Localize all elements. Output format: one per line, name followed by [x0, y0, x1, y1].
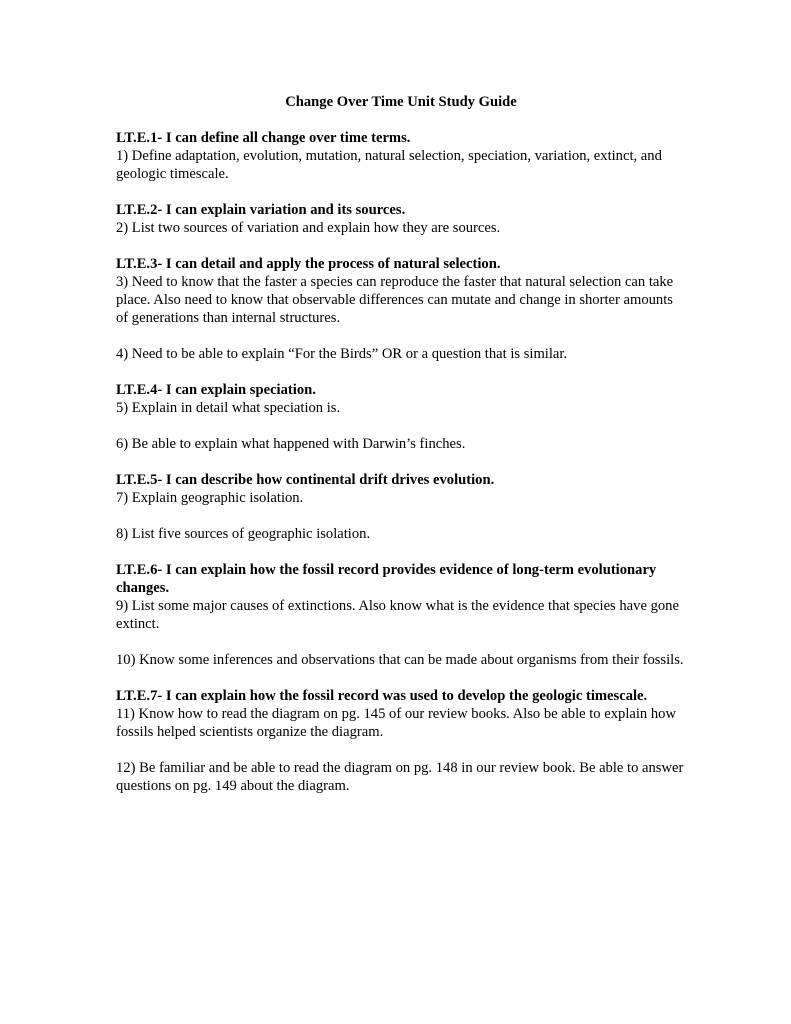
section-lt-e4: [116, 381, 686, 453]
learning-target-heading: LT.E.7- I can explain how the fossil record was used to develop the geologic timescale.: [116, 688, 648, 704]
section-lt-e3: [116, 255, 686, 363]
study-question: 10) Know some inferences and observations that can be made about organisms from their fossils.: [116, 652, 684, 668]
study-question: 9) List some major causes of extinctions. Also know what is the evidence that species have gone extinct.: [116, 598, 679, 632]
study-question: 2) List two sources of variation and explain how they are sources.: [116, 220, 501, 236]
study-question: 8) List five sources of geographic isolation.: [116, 526, 371, 542]
study-question: 6) Be able to explain what happened with Darwin’s finches.: [116, 436, 466, 452]
study-question: 12) Be familiar and be able to read the diagram on pg. 148 in our review book. Be able to answer questions on pg. 149 about the diagram.: [116, 760, 684, 794]
learning-target-heading: LT.E.6- I can explain how the fossil record provides evidence of long-term evolutionary changes.: [116, 562, 657, 596]
section-lt-e7: [116, 687, 686, 795]
learning-target-heading: LT.E.5- I can describe how continental drift drives evolution.: [116, 472, 495, 488]
document-page: [116, 93, 686, 813]
study-question: 11) Know how to read the diagram on pg. 145 of our review books. Also be able to explain how fossils helped scientists organize the diagram.: [116, 706, 676, 740]
section-lt-e2: [116, 201, 686, 237]
study-question: 7) Explain geographic isolation.: [116, 490, 304, 506]
learning-target-heading: LT.E.3- I can detail and apply the process of natural selection.: [116, 256, 501, 272]
study-question: 1) Define adaptation, evolution, mutation, natural selection, speciation, variation, extinct, and geologic timescale.: [116, 148, 662, 182]
document-title: Change Over Time Unit Study Guide: [285, 94, 517, 110]
section-lt-e1: [116, 129, 686, 183]
section-lt-e6: [116, 561, 686, 669]
study-question: 5) Explain in detail what speciation is.: [116, 400, 341, 416]
section-lt-e5: [116, 471, 686, 543]
learning-target-heading: LT.E.4- I can explain speciation.: [116, 382, 316, 398]
study-question: 3) Need to know that the faster a species can reproduce the faster that natural selection can take place. Also need to know that observable differences can mutate and change in shorter amounts of generations than internal structures.: [116, 274, 674, 326]
learning-target-heading: LT.E.1- I can define all change over time terms.: [116, 130, 411, 146]
learning-target-heading: LT.E.2- I can explain variation and its sources.: [116, 202, 406, 218]
study-question: 4) Need to be able to explain “For the Birds” OR or a question that is similar.: [116, 346, 568, 362]
